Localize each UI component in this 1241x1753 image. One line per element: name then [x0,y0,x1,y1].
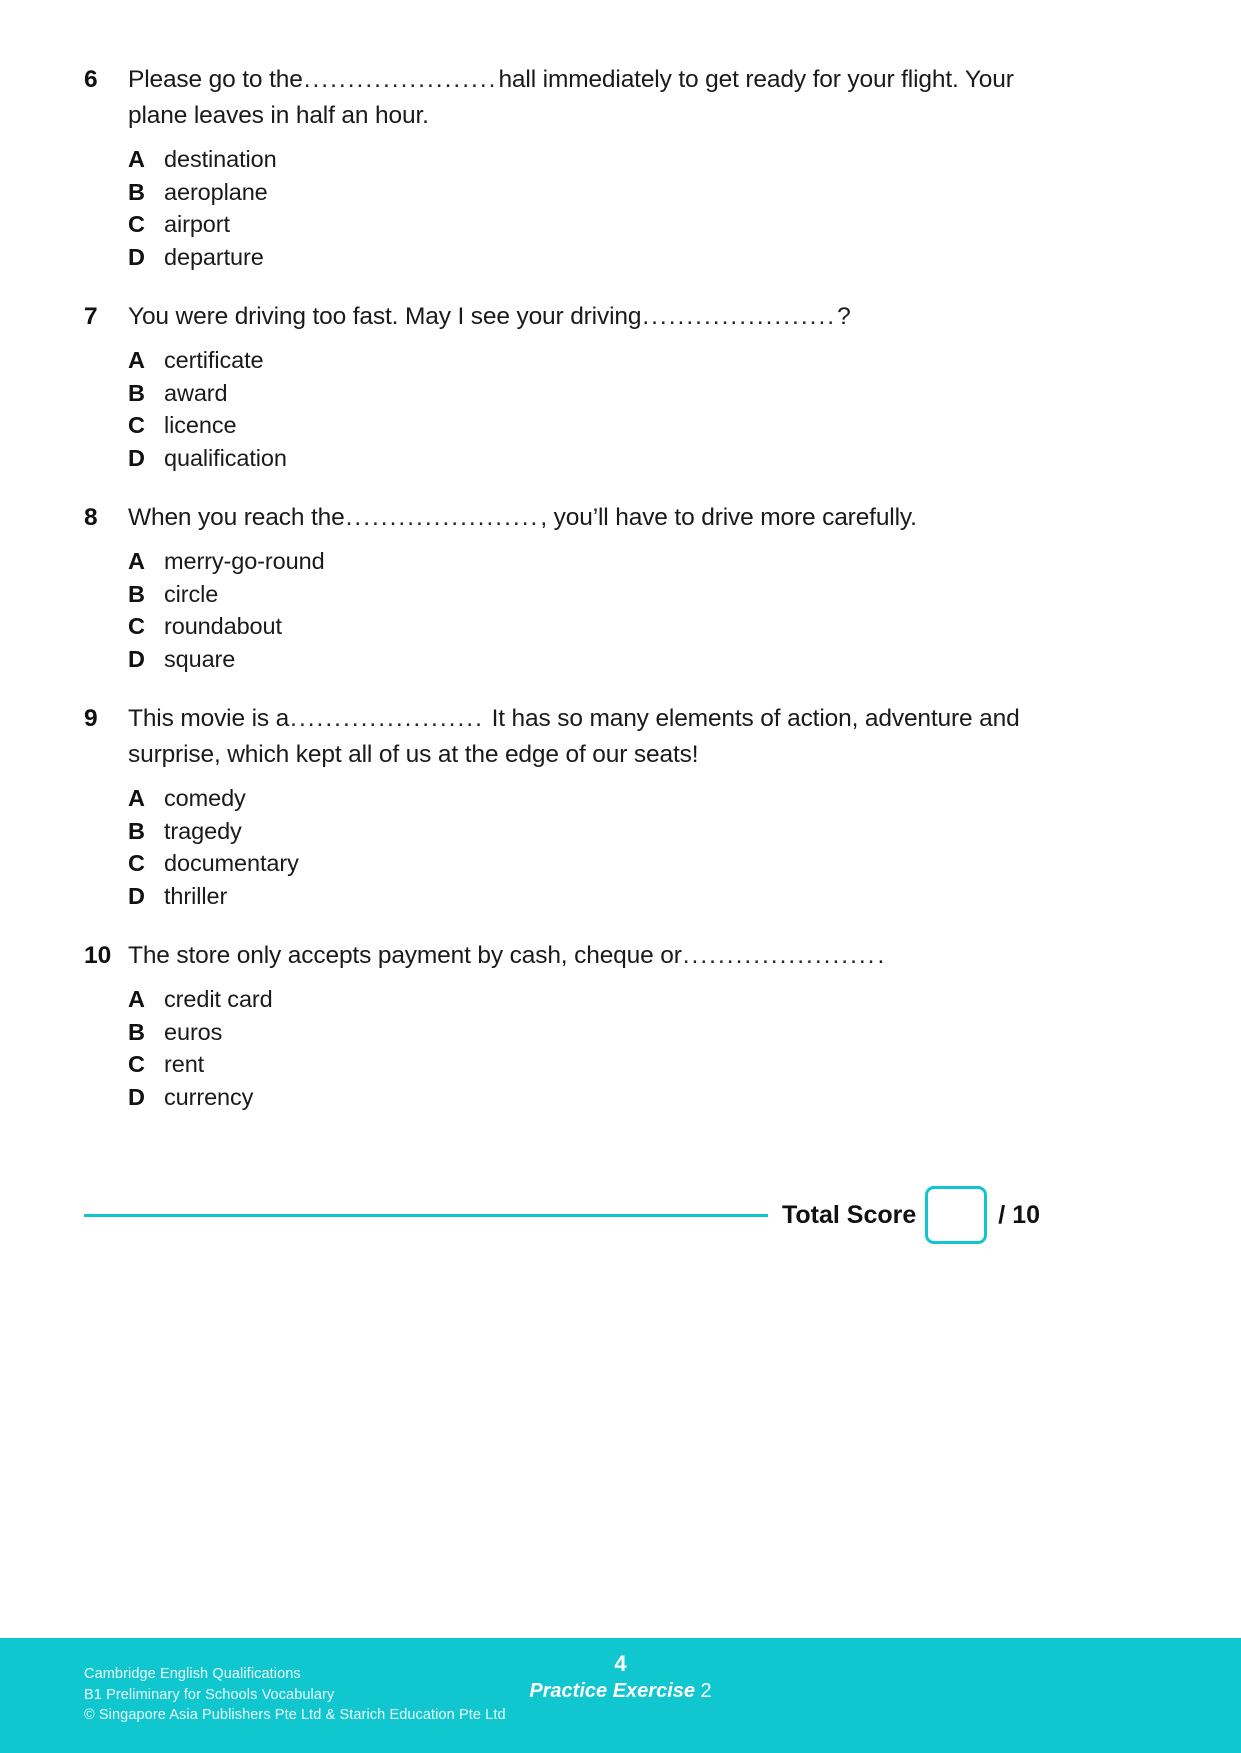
option-letter: A [128,986,145,1012]
option-letter: D [128,243,145,270]
question-text-after: , you’ll have to drive more carefully. [540,504,917,531]
question-block [84,62,1044,273]
question-text [128,299,1044,335]
option-item[interactable] [128,1048,1044,1081]
footer-credit-line-1: Cambridge English Qualifications [84,1666,301,1682]
question-text-before: This movie is a [128,705,290,732]
option-letter: C [128,412,145,438]
question-number: 10 [84,942,112,969]
answer-blank[interactable]: ...................... [303,66,498,93]
question-text [128,62,1044,134]
answer-blank[interactable]: ...................... [642,303,837,330]
questions-container [84,62,1044,1113]
option-letter: C [128,1051,145,1077]
option-label: destination [164,146,277,172]
option-letter: C [128,211,145,237]
score-out-of-label: / 10 [998,1200,1040,1229]
option-item[interactable] [128,143,1044,176]
question-text [128,500,1044,536]
question-number: 8 [84,504,98,531]
option-letter: B [128,1018,145,1045]
option-list [84,143,1044,273]
option-letter: D [128,882,145,909]
option-label: euros [164,1018,223,1045]
footer-copyright-line: © Singapore Asia Publishers Pte Ltd & Starich Education Pte Ltd [84,1707,506,1723]
option-letter: A [128,785,145,811]
total-score-input[interactable] [925,1186,987,1244]
option-item[interactable] [128,377,1044,410]
option-item[interactable] [128,643,1044,676]
option-letter: D [128,444,145,471]
option-list [84,983,1044,1113]
option-label: airport [164,211,230,237]
option-letter: D [128,645,145,672]
question-text-after: It has so many elements of action, adventure and surprise, which kept all of us at the edge of our seats! [128,705,1020,768]
question-text-after: ? [837,303,851,330]
option-item[interactable] [128,880,1044,913]
option-label: qualification [164,444,287,471]
option-label: square [164,645,236,672]
footer-page-info [0,1651,1241,1704]
option-item[interactable] [128,815,1044,848]
answer-blank[interactable]: ...................... [290,705,484,732]
option-item[interactable] [128,1081,1044,1114]
question-number: 9 [84,705,98,732]
page-footer [0,1638,1241,1753]
option-item[interactable] [128,409,1044,442]
question-text [128,701,1044,773]
option-label: certificate [164,347,264,373]
option-label: currency [164,1083,254,1110]
option-label: thriller [164,882,228,909]
option-letter: B [128,379,145,406]
question-heading [84,62,1044,134]
option-item[interactable] [128,983,1044,1016]
option-label: departure [164,243,264,270]
option-item[interactable] [128,782,1044,815]
option-item[interactable] [128,208,1044,241]
option-item[interactable] [128,344,1044,377]
question-number: 7 [84,303,98,330]
option-label: merry-go-round [164,548,325,574]
option-label: documentary [164,850,299,876]
question-heading [84,701,1044,773]
option-item[interactable] [128,610,1044,643]
option-item[interactable] [128,1016,1044,1049]
question-text-before: The store only accepts payment by cash, cheque or [128,942,682,969]
question-heading [84,299,1044,335]
question-text-after: hall immediately to get ready for your flight. Your plane leaves in half an hour. [128,66,1014,129]
option-item[interactable] [128,241,1044,274]
question-text-before: You were driving too fast. May I see your driving [128,303,642,330]
option-letter: C [128,613,145,639]
option-list [84,344,1044,474]
question-number: 6 [84,66,98,93]
option-list [84,782,1044,912]
question-heading [84,500,1044,536]
option-item[interactable] [128,442,1044,475]
option-item[interactable] [128,847,1044,880]
total-score-row [84,1186,1040,1244]
option-label: circle [164,580,219,607]
option-label: licence [164,412,237,438]
option-label: aeroplane [164,178,268,205]
question-text [128,938,1044,974]
option-letter: B [128,817,145,844]
exercise-title: Practice Exercise [529,1680,695,1702]
option-item[interactable] [128,545,1044,578]
option-label: credit card [164,986,273,1012]
option-list [84,545,1044,675]
option-letter: A [128,347,145,373]
answer-blank[interactable]: ...................... [345,504,540,531]
question-block [84,701,1044,912]
option-letter: A [128,146,145,172]
question-heading [84,938,1044,974]
page-number: 4 [614,1651,627,1676]
total-score-label: Total Score [782,1200,917,1229]
footer-credit-line-2: B1 Preliminary for Schools Vocabulary [84,1686,335,1703]
option-label: tragedy [164,817,242,844]
option-letter: A [128,548,145,574]
answer-blank[interactable]: ...................... [682,942,877,969]
exercise-title-row [0,1678,1241,1704]
option-label: comedy [164,785,246,811]
option-item[interactable] [128,176,1044,209]
question-block [84,938,1044,1113]
option-item[interactable] [128,578,1044,611]
question-block [84,500,1044,675]
option-label: roundabout [164,613,282,639]
option-label: rent [164,1051,205,1077]
option-letter: C [128,850,145,876]
exercise-number: 2 [695,1680,712,1702]
score-divider-line [84,1214,768,1217]
question-text-after: . [877,942,885,969]
option-label: award [164,379,228,406]
question-text-before: When you reach the [128,504,345,531]
question-block [84,299,1044,474]
question-text-before: Please go to the [128,66,303,93]
option-letter: B [128,580,145,607]
option-letter: D [128,1083,145,1110]
option-letter: B [128,178,145,205]
